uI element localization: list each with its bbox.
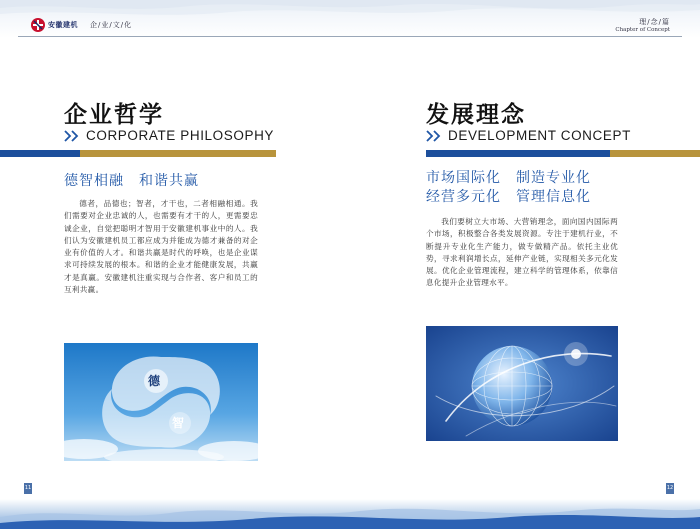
left-body-text (64, 198, 258, 296)
chapter-title-english: Chapter of Concept (615, 27, 670, 33)
right-subtitle-line2: 经营多元化 管理信息化 (426, 189, 591, 205)
brand-name: 安徽建机 (48, 21, 78, 29)
breadcrumb: 企/业/文/化 (90, 21, 133, 29)
header-clouds-decoration (0, 0, 700, 38)
page-number-left: 11 (24, 483, 32, 494)
header-divider (18, 36, 682, 37)
left-body-paragraph: 德者，品德也；智者，才干也，二者相融相通。我们需要对企业忠诚的人，也需要有才干的人，更需要忠诚企业，自觉把聪明才智用于安徽建机事业中的人。我们认为安徽建机员工都应成为并能成为德才兼备的对企业有价值的人才。和谐共赢是时代的呼唤，也是企业谋求可持续发展的根本。和谐的企业才能健康发展，共赢才是真赢。安徽建机注重实现与合作者、客户和员工的互利共赢。 (64, 199, 258, 295)
double-chevron-icon (426, 130, 442, 142)
section-bar-blue (0, 150, 80, 157)
left-cloud-photo (64, 343, 258, 461)
section-bar-gold (80, 150, 276, 157)
image-char-zhi: 智 (172, 416, 185, 430)
section-bar-gold (610, 150, 700, 157)
page-number-right: 12 (666, 483, 674, 494)
company-logo-icon (30, 17, 46, 33)
footer-clouds-decoration (0, 499, 700, 529)
left-subtitle: 德智相融 和谐共赢 (64, 173, 199, 189)
section-bar-blue (426, 150, 610, 157)
double-chevron-icon (64, 130, 80, 142)
right-globe-photo (426, 326, 618, 441)
left-title-english: CORPORATE PHILOSOPHY (86, 128, 275, 143)
image-char-de: 德 (148, 374, 161, 388)
right-title: 发展理念 (426, 102, 526, 128)
cloud-yinyang-image (64, 343, 258, 461)
right-subtitle-line1: 市场国际化 制造专业化 (426, 170, 591, 186)
right-title-english: DEVELOPMENT CONCEPT (448, 128, 631, 143)
chapter-title: 理/念/篇 (639, 18, 670, 26)
left-title: 企业哲学 (64, 102, 164, 128)
globe-image (426, 326, 618, 441)
right-body-text (426, 216, 618, 290)
right-body-paragraph: 我们要树立大市场、大营销理念，面向国内国际两个市场，积极整合各类发展资源。专注于建机行业，不断提升专业化生产能力，做专做精产品。依托主业优势，寻求利润增长点，延伸产业链，实现相关多元化发展。优化企业管理流程，建立科学的管理体系，依靠信息化提升企业管理水平。 (426, 217, 618, 288)
